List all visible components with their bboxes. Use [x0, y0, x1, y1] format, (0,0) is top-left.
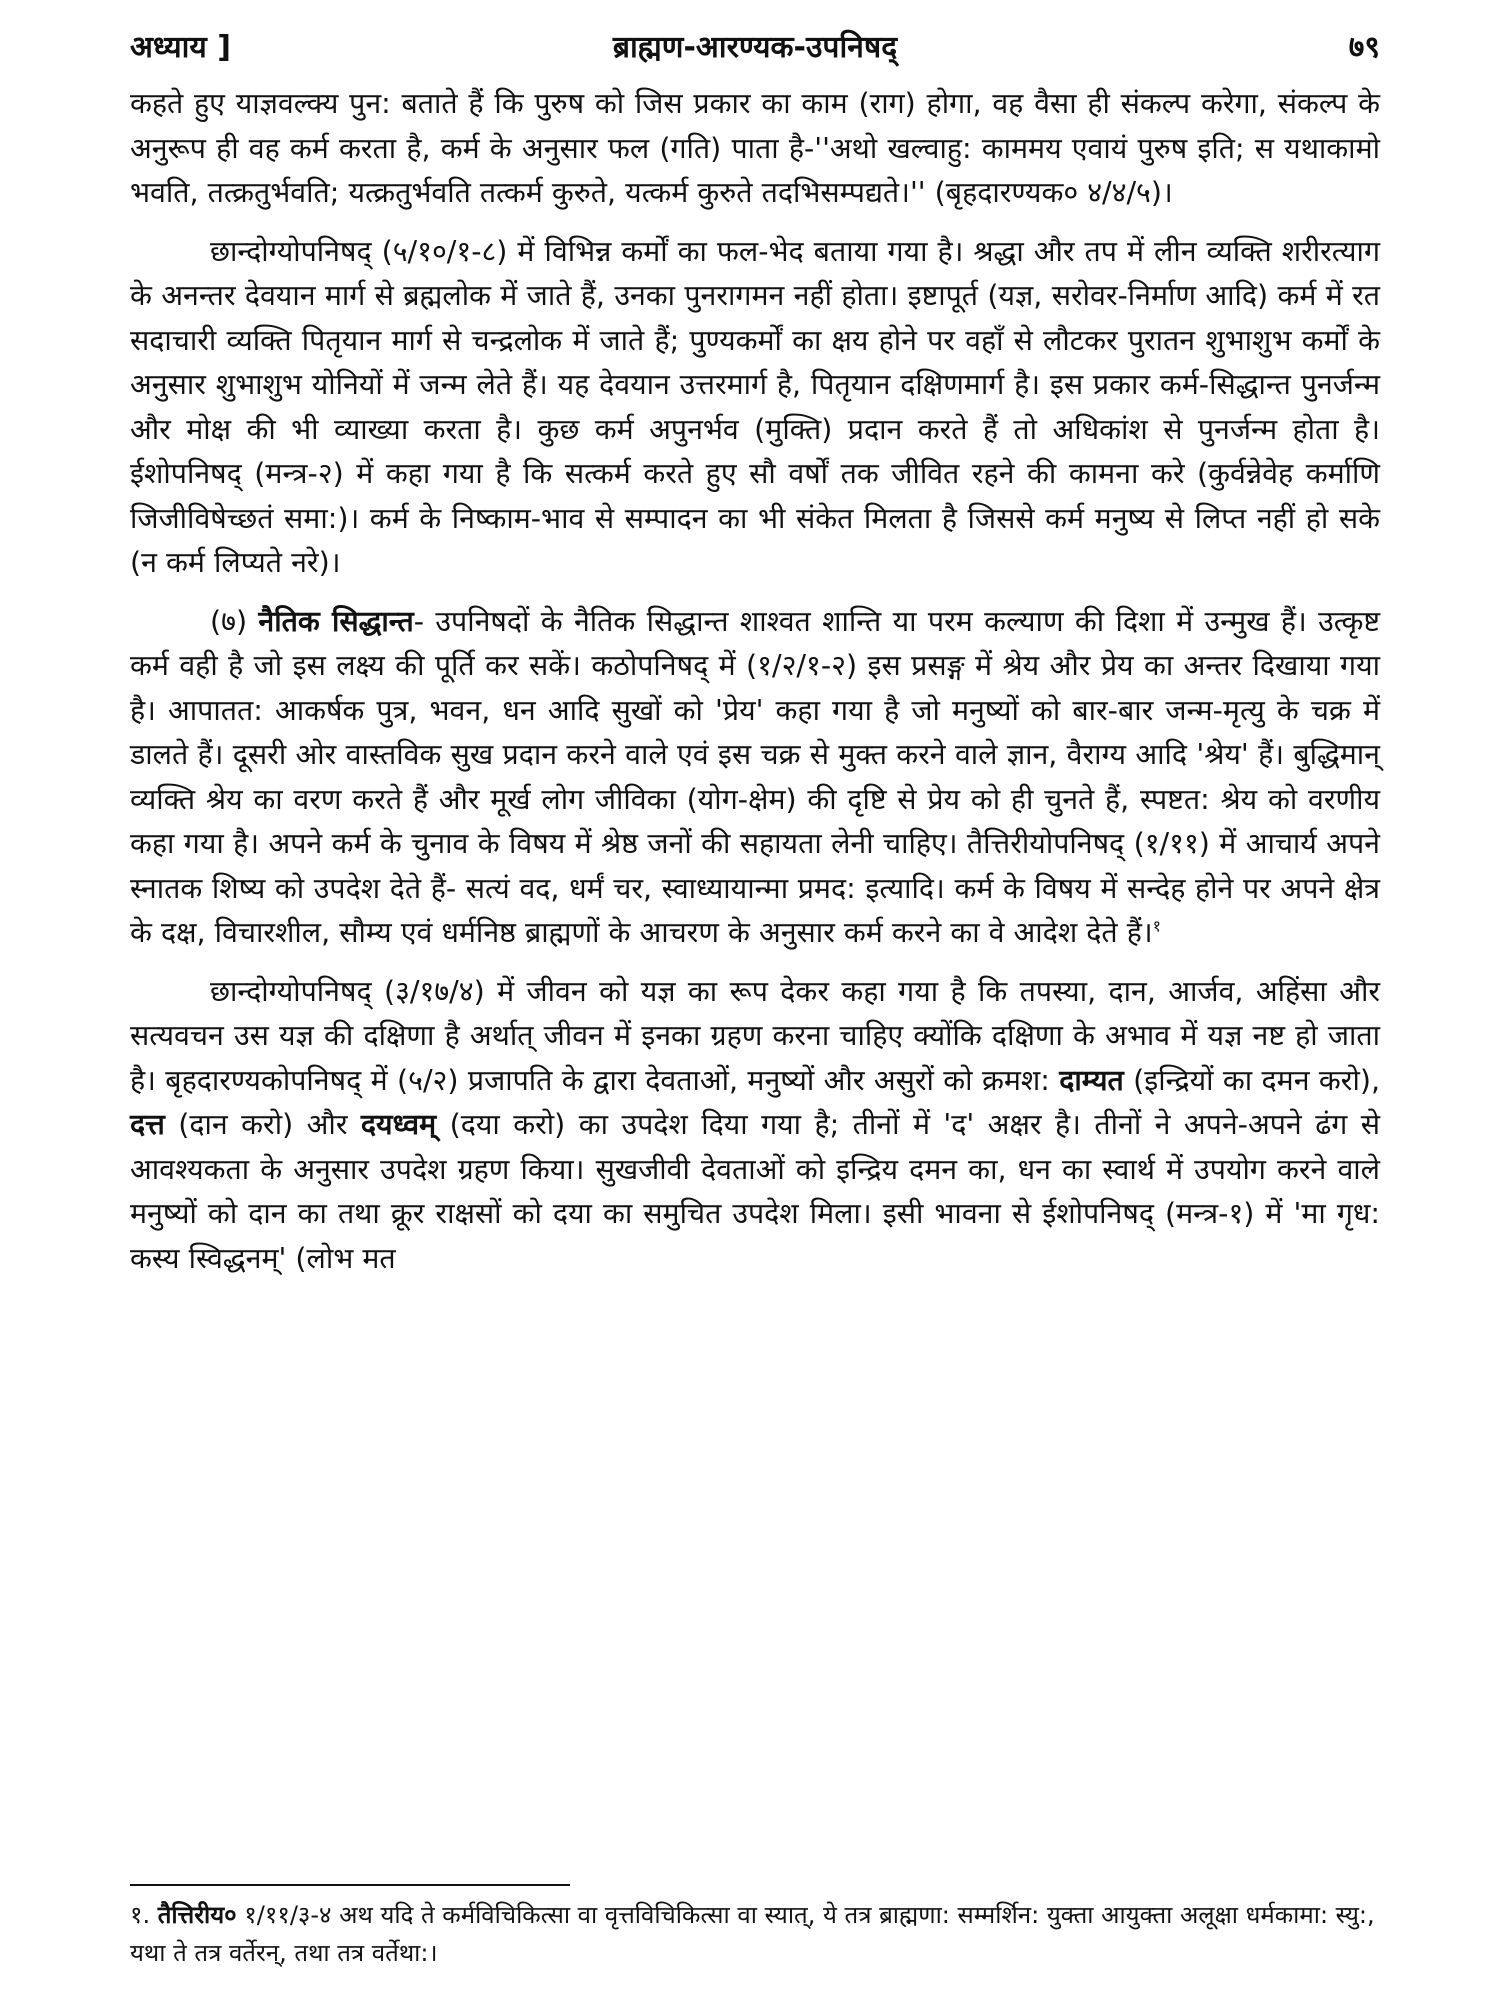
section-number: (७)	[210, 604, 259, 638]
paragraph-4	[130, 970, 1380, 1282]
footnote	[130, 1896, 1380, 1972]
term-damyata: दाम्यत	[1059, 1063, 1124, 1097]
footnote-reference: १	[1152, 916, 1161, 936]
footnote-divider	[130, 1884, 570, 1886]
page	[130, 18, 1380, 1978]
paragraph-4-part-e: (दया करो) का उपदेश दिया गया है; तीनों में 'द' अक्षर है। तीनों ने अपने-अपने ढंग से आवश्यकता के अनुसार उपदेश ग्रहण किया। सुखजीवी देवताओं को इन्द्रिय दमन का, धन का स्वार्थ में उपयोग करने वाले मनुष्यों को दान का तथा क्रूर राक्षसों को दया का समुचित उपदेश मिला। इसी भावना से ईशोपनिषद् (मन्त्र-१) में 'मा गृध: कस्य स्विद्धनम्' (लोभ मत	[130, 1108, 1380, 1275]
paragraph-1: कहते हुए याज्ञवल्क्य पुन: बताते हैं कि पुरुष को जिस प्रकार का काम (राग) होगा, वह वैसा ही संकल्प करेगा, संकल्प के अनुरूप ही वह कर्म करता है, कर्म के अनुसार फल (गति) पाता है-''अथो खल्वाहु: काममय एवायं पुरुष इति; स यथाकामो भवति, तत्क्रतुर्भवति; यत्क्रतुर्भवति तत्कर्म कुरुते, यत्कर्म कुरुते तदभिसम्पद्यते।'' (बृहदारण्यक० ४/४/५)।	[130, 87, 1380, 209]
section-heading: नैतिक सिद्धान्त	[258, 604, 414, 638]
body-text	[130, 82, 1380, 1281]
page-number: ७९	[1348, 30, 1380, 65]
footnote-number: १.	[130, 1901, 158, 1929]
paragraph-3-body: - उपनिषदों के नैतिक सिद्धान्त शाश्वत शान्ति या परम कल्याण की दिशा में उन्मुख हैं। उत्कृष्ट कर्म वही है जो इस लक्ष्य की पूर्ति कर सकें। कठोपनिषद् में (१/२/१-२) इस प्रसङ्ग में श्रेय और प्रेय का अन्तर दिखाया गया है। आपातत: आकर्षक पुत्र, भवन, धन आदि सुखों को 'प्रेय' कहा गया है जो मनुष्यों को बार-बार जन्म-मृत्यु के चक्र में डालते हैं। दूसरी ओर वास्तविक सुख प्रदान करने वाले एवं इस चक्र से मुक्त करने वाले ज्ञान, वैराग्य आदि 'श्रेय' हैं। बुद्धिमान् व्यक्ति श्रेय का वरण करते हैं और मूर्ख लोग जीविका (योग-क्षेम) की दृष्टि से प्रेय को ही चुनते हैं, स्पष्टत: श्रेय को वरणीय कहा गया है। अपने कर्म के चुनाव के विषय में श्रेष्ठ जनों की सहायता लेनी चाहिए। तैत्तिरीयोपनिषद् (१/११) में आचार्य अपने स्नातक शिष्य को उपदेश देते हैं- सत्यं वद, धर्मं चर, स्वाध्यायान्मा प्रमद: इत्यादि। कर्म के विषय में सन्देह होने पर अपने क्षेत्र के दक्ष, विचारशील, सौम्य एवं धर्मनिष्ठ ब्राह्मणों के आचरण के अनुसार कर्म करने का वे आदेश देते हैं।	[130, 604, 1381, 949]
paragraph-3	[130, 600, 1380, 956]
term-dayadhvam: दयध्वम्	[360, 1108, 437, 1141]
paragraph-4-part-c: (इन्द्रियों का दमन करो),	[1123, 1063, 1381, 1097]
paragraph-2: छान्दोग्योपनिषद् (५/१०/१-८) में विभिन्न कर्मों का फल-भेद बताया गया है। श्रद्धा और तप में लीन व्यक्ति शरीरत्याग के अनन्तर देवयान मार्ग से ब्रह्मलोक में जाते हैं, उनका पुनरागमन नहीं होता। इष्टापूर्त (यज्ञ, सरोवर-निर्माण आदि) कर्म में रत सदाचारी व्यक्ति पितृयान मार्ग से चन्द्रलोक में जाते हैं; पुण्यकर्मों का क्षय होने पर वहाँ से लौटकर पुरातन शुभाशुभ कर्मों के अनुसार शुभाशुभ योनियों में जन्म लेते हैं। यह देवयान उत्तरमार्ग है, पितृयान दक्षिणमार्ग है। इस प्रकार कर्म-सिद्धान्त पुनर्जन्म और मोक्ष की भी व्याख्या करता है। कुछ कर्म अपुनर्भव (मुक्ति) प्रदान करते हैं तो अधिकांश से पुनर्जन्म होता है। ईशोपनिषद् (मन्त्र-२) में कहा गया है कि सत्कर्म करते हुए सौ वर्षों तक जीवित रहने की कामना करे (कुर्वन्नेवेह कर्माणि जिजीविषेच्छतं समा:)। कर्म के निष्काम-भाव से सम्पादन का भी संकेत मिलता है जिससे कर्म मनुष्य से लिप्त नहीं हो सके (न कर्म लिप्यते नरे)।	[130, 234, 1380, 579]
term-datta: दत्त	[130, 1108, 165, 1141]
footnote-source: तैत्तिरीय०	[157, 1901, 237, 1929]
paragraph-4-part-d: (दान करो) और	[164, 1108, 361, 1141]
running-header	[130, 18, 1380, 78]
chapter-label: अध्याय ]	[130, 30, 231, 65]
paragraph-4-part-a: छान्दोग्योपनिषद् (३/१७/४) में जीवन को यज्ञ का रूप देकर कहा गया है कि तपस्या, दान, आर्जव, अहिंसा और सत्यवचन उस यज्ञ की दक्षिणा है अर्थात् जीवन में इनका ग्रहण करना चाहिए क्योंकि दक्षिणा के अभाव में यज्ञ नष्ट हो जाता है। बृहदारण्यकोपनिषद् में (५/२) प्रजापति के द्वारा देवताओं, मनुष्यों और असुरों को क्रमश:	[130, 974, 1380, 1097]
footnote-text: १/११/३-४ अथ यदि ते कर्मविचिकित्सा वा वृत्तविचिकित्सा वा स्यात्, ये तत्र ब्राह्मणा: सम्मर्शिन: युक्ता आयुक्ता अलूक्षा धर्मकामा: स्यु:, यथा ते तत्र वर्तेरन्, तथा तत्र वर्तेथा:।	[130, 1901, 1375, 1967]
page-title: ब्राह्मण-आरण्यक-उपनिषद्	[612, 30, 898, 65]
